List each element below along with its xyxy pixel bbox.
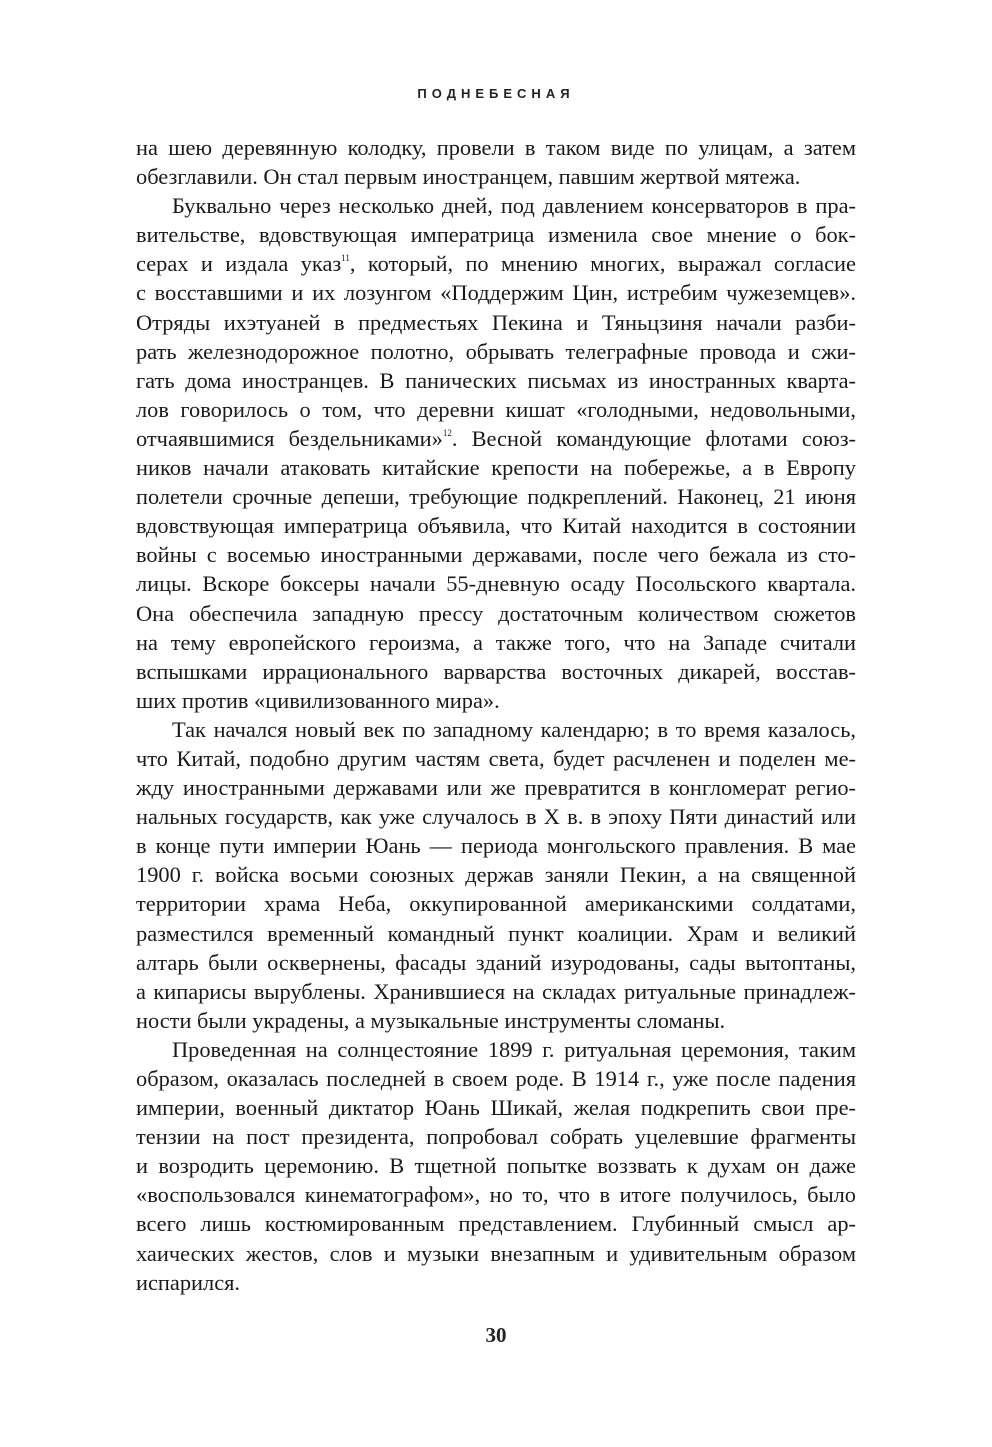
text-line: обезглавили. Он стал первым иностранцем, павшим жертвой мятежа. xyxy=(136,164,801,190)
text-line: хаических жестов, слов и музыки внезапным и удивительным образом xyxy=(136,1240,856,1266)
body-text xyxy=(136,133,856,1297)
text-line: на тему европейского героизма, а также того, что на Западе считали xyxy=(136,629,856,655)
text-line xyxy=(136,249,856,278)
text-fragment: . Весной командующие флотами союз- xyxy=(451,425,857,451)
paragraph xyxy=(136,715,856,1035)
text-line: Так начался новый век по западному календарю; в то время казалось, xyxy=(172,716,856,742)
text-fragment: отчаявшимися бездельниками» xyxy=(136,425,443,451)
page-number: 30 xyxy=(485,1323,507,1347)
paragraph xyxy=(136,133,856,191)
text-line: империи, военный диктатор Юань Шикай, желая подкрепить свои пре- xyxy=(136,1095,856,1121)
text-line: войны с восемью иностранными державами, после чего бежала из сто- xyxy=(136,542,856,568)
text-line: Отряды ихэтуаней в предместьях Пекина и Тяньцзиня начали разби- xyxy=(136,309,856,335)
footnote-marker[interactable]: 11 xyxy=(341,253,350,264)
text-line: вительстве, вдовствующая императрица изменила свое мнение о бок- xyxy=(136,222,856,248)
text-line: 1900 г. войска восьми союзных держав заняли Пекин, а на священной xyxy=(136,862,856,888)
text-line: территории храма Неба, оккупированной американскими солдатами, xyxy=(136,891,856,917)
text-line: ности были украдены, а музыкальные инструменты сломаны. xyxy=(136,1007,726,1033)
text-line: Буквально через несколько дней, под давлением консерваторов в пра- xyxy=(172,193,856,219)
text-line: ших против «цивилизованного мира». xyxy=(136,687,500,713)
text-line: что Китай, подобно другим частям света, будет расчленен и поделен ме- xyxy=(136,745,856,771)
text-line: ников начали атаковать китайские крепости на побережье, а в Европу xyxy=(136,455,856,481)
text-fragment: , который, по мнению многих, выражал согласие xyxy=(349,251,856,277)
text-line: лов говорилось о том, что деревни кишат «голодными, недовольными, xyxy=(136,396,856,422)
paragraph xyxy=(136,191,856,715)
text-line: нальных государств, как уже случалось в X в. в эпоху Пяти династий или xyxy=(136,804,856,830)
text-line: на шею деревянную колодку, провели в таком виде по улицам, а затем xyxy=(136,135,856,160)
paragraph xyxy=(136,1035,856,1297)
text-line: тензии на пост президента, попробовал собрать уцелевшие фрагменты xyxy=(136,1124,856,1150)
text-line: вспышками иррационального варварства восточных дикарей, восстав- xyxy=(136,658,856,684)
text-line: полетели срочные депеши, требующие подкреплений. Наконец, 21 июня xyxy=(136,484,856,510)
text-line: образом, оказалась последней в своем роде. В 1914 г., уже после падения xyxy=(136,1066,856,1091)
text-line: в конце пути империи Юань — периода монгольского правления. В мае xyxy=(136,833,856,859)
text-line: всего лишь костюмированным представлением. Глубинный смысл ар- xyxy=(136,1211,856,1237)
text-line: с восставшими и их лозунгом «Поддержим Цин, истребим чужеземцев». xyxy=(136,280,856,306)
text-line: алтарь были осквернены, фасады зданий изуродованы, сады вытоптаны, xyxy=(136,949,856,975)
text-line: Она обеспечила западную прессу достаточным количеством сюжетов xyxy=(136,600,856,626)
text-line: а кипарисы вырублены. Хранившиеся на складах ритуальные принадлеж- xyxy=(136,978,856,1004)
text-line: вдовствующая императрица объявила, что Китай находится в состоянии xyxy=(136,513,856,539)
text-line: гать дома иностранцев. В панических письмах из иностранных кварта- xyxy=(136,367,856,393)
footnote-marker[interactable]: 12 xyxy=(442,427,452,438)
text-line: «воспользовался кинематографом», но то, что в итоге получилось, было xyxy=(136,1182,856,1208)
text-line: и возродить церемонию. В тщетной попытке воззвать к духам он даже xyxy=(136,1153,856,1179)
text-line: разместился временный командный пункт коалиции. Храм и великий xyxy=(136,920,856,946)
text-line: Проведенная на солнцестояние 1899 г. ритуальная церемония, таким xyxy=(172,1036,856,1062)
text-line: испарился. xyxy=(136,1269,241,1295)
text-line: жду иностранными державами или же превратится в конгломерат регио- xyxy=(136,775,856,801)
text-line: рать железнодорожное полотно, обрывать телеграфные провода и сжи- xyxy=(136,338,856,364)
text-line: лицы. Вскоре боксеры начали 55-дневную осаду Посольского квартала. xyxy=(136,571,856,597)
running-head: ПОДНЕБЕСНАЯ xyxy=(417,86,575,101)
text-line xyxy=(136,424,856,453)
text-fragment: серах и издала указ xyxy=(136,251,342,277)
